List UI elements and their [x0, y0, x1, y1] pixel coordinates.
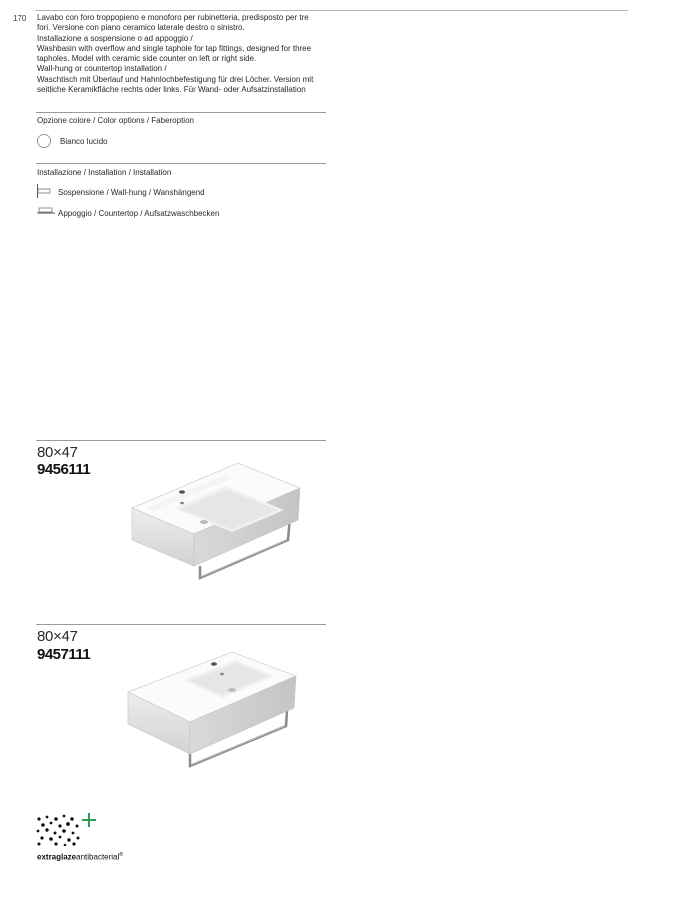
- logo-regular-text: antibacterial: [76, 852, 120, 862]
- description-line: Washbasin with overflow and single taphole for tap fittings, designed for three: [37, 43, 312, 53]
- description-line: Installazione a sospensione o ad appoggio /: [37, 33, 193, 43]
- product-dimensions: 80×47: [37, 444, 78, 461]
- logo-registered-mark: ®: [119, 852, 123, 858]
- logo-bold-text: extraglaze: [37, 852, 77, 862]
- section-divider: [36, 112, 326, 113]
- product-divider: [36, 440, 326, 441]
- color-option-label: Bianco lucido: [60, 137, 108, 146]
- product-code: 9456111: [37, 461, 91, 478]
- product-dimensions: 80×47: [37, 628, 78, 645]
- description-line: Wall-hung or countertop installation /: [37, 64, 167, 74]
- description-line: seitliche Keramikfläche rechts oder links. Für Wand- oder Aufsatzinstallation: [37, 85, 306, 95]
- extraglaze-logo-text: [37, 852, 123, 862]
- section-divider: [36, 163, 326, 164]
- product-code: 9457111: [37, 646, 91, 663]
- description-line: tapholes. Model with ceramic side counter on left or right side.: [37, 54, 257, 64]
- product-divider: [36, 624, 326, 625]
- installation-heading: Installazione / Installation / Installation: [37, 168, 172, 177]
- plus-icon: [82, 813, 96, 827]
- installation-wall-hung-label: Sospensione / Wall-hung / Wanshängend: [58, 188, 205, 197]
- page-number: 170: [13, 14, 27, 23]
- installation-countertop-label: Appoggio / Countertop / Aufsatzwaschbecken: [58, 209, 220, 218]
- description-line: Lavabo con foro troppopieno e monoforo per rubinetteria, predisposto per tre: [37, 13, 309, 22]
- product-description: [37, 13, 337, 95]
- top-rule: [36, 10, 628, 11]
- countertop-icon: [37, 207, 55, 217]
- washbasin-image: [128, 458, 308, 584]
- washbasin-image: [124, 650, 304, 770]
- description-line: Waschtisch mit Überlauf und Hahnlochbefestigung für drei Löcher. Version mit: [37, 74, 314, 84]
- extraglaze-dots-icon: [36, 814, 84, 846]
- color-options-heading: Opzione colore / Color options / Faberoption: [37, 116, 194, 125]
- wall-hung-icon: [37, 184, 51, 198]
- color-swatch-white: [37, 134, 51, 148]
- description-line: fori. Versione con piano ceramico laterale destro o sinistro.: [37, 23, 245, 33]
